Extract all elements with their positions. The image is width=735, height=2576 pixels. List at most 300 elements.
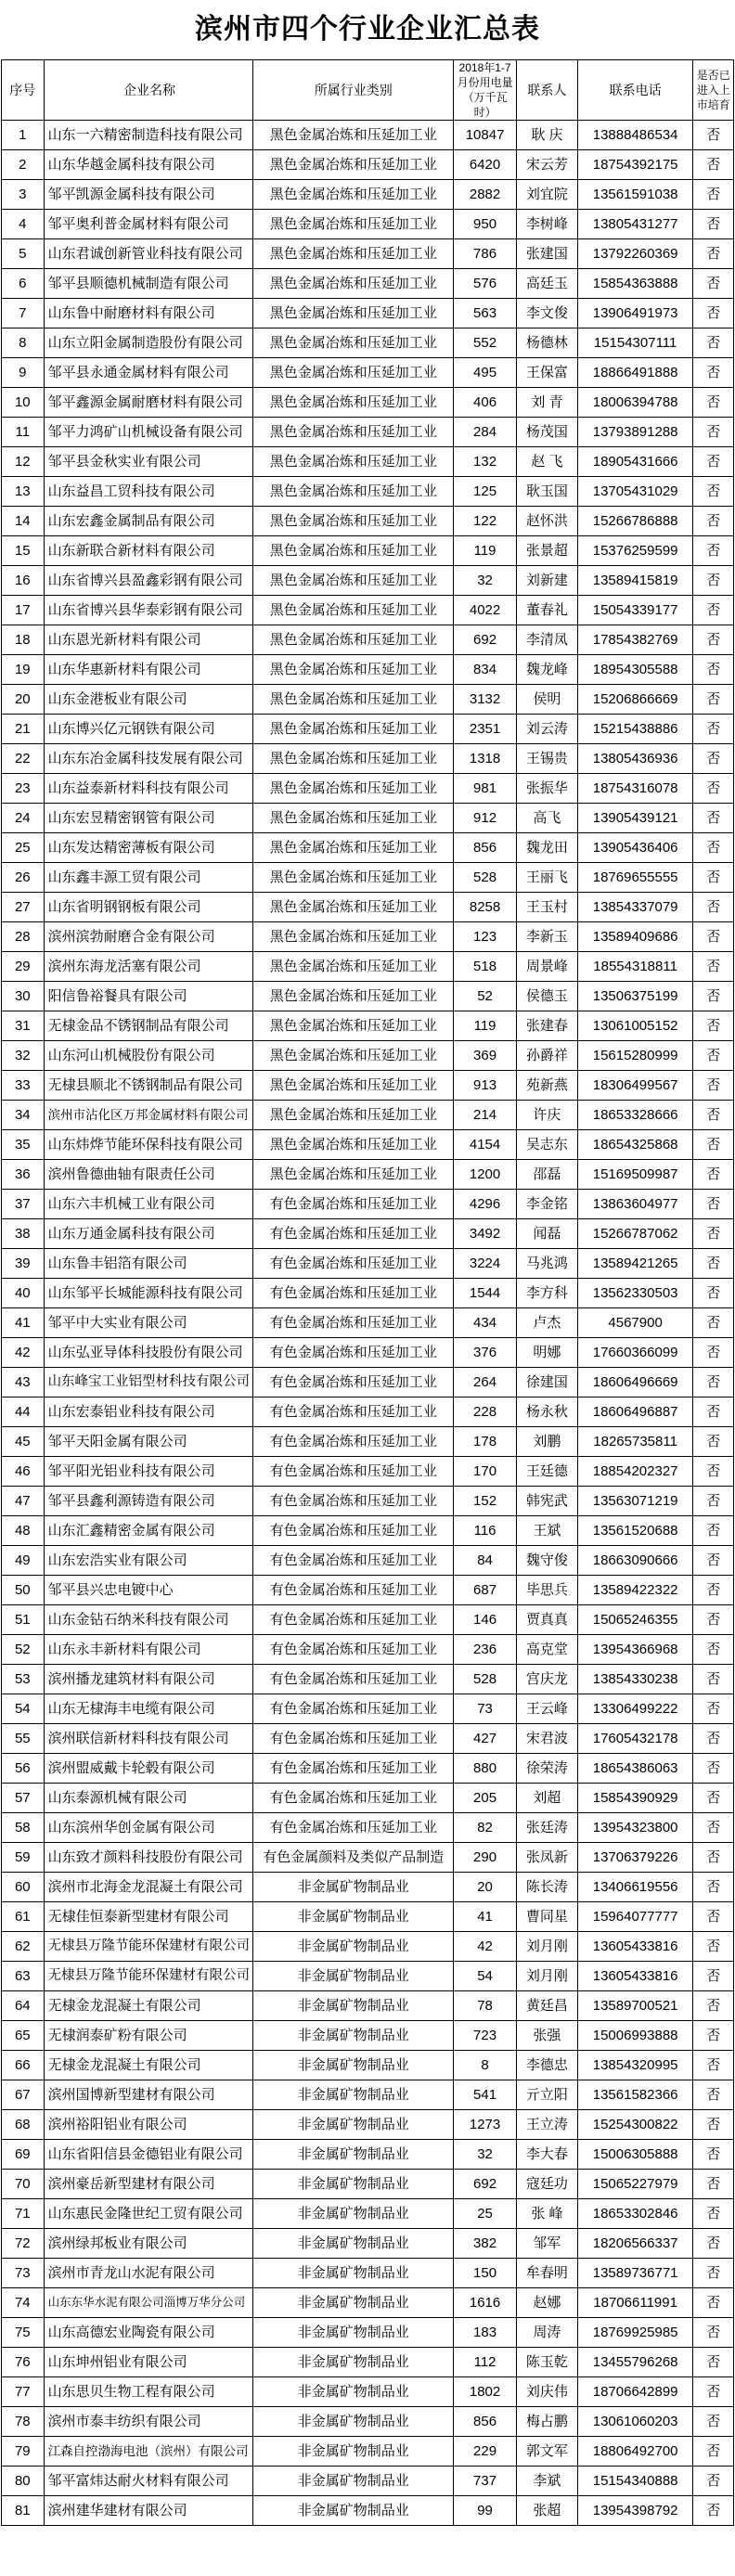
cell-industry: 非金属矿物制品业 xyxy=(253,1873,454,1902)
cell-company-name: 邹平县金秋实业有限公司 xyxy=(44,447,253,477)
cell-listed: 否 xyxy=(693,2467,734,2496)
cell-company-name: 滨州市青龙山水泥有限公司 xyxy=(44,2259,253,2288)
cell-contact: 李文俊 xyxy=(517,299,578,328)
cell-industry: 有色金属冶炼和压延加工业 xyxy=(253,1279,454,1308)
cell-phone: 13906491973 xyxy=(577,299,693,328)
cell-listed: 否 xyxy=(693,328,734,358)
cell-company-name: 山东宏泰铝业科技有限公司 xyxy=(44,1397,253,1427)
table-row xyxy=(2,1516,734,1546)
cell-industry: 非金属矿物制品业 xyxy=(253,2170,454,2199)
table-row xyxy=(2,1873,734,1902)
cell-industry: 非金属矿物制品业 xyxy=(253,2259,454,2288)
cell-power-usage: 528 xyxy=(454,1665,517,1694)
cell-industry: 非金属矿物制品业 xyxy=(253,2288,454,2318)
cell-listed: 否 xyxy=(693,863,734,893)
table-row xyxy=(2,239,734,269)
cell-company-name: 滨州绿邦板业有限公司 xyxy=(44,2229,253,2259)
cell-phone: 15266786888 xyxy=(577,507,693,536)
cell-power-usage: 82 xyxy=(454,1813,517,1843)
cell-no: 28 xyxy=(2,922,45,952)
table-row xyxy=(2,863,734,893)
cell-listed: 否 xyxy=(693,1962,734,1991)
cell-no: 65 xyxy=(2,2021,45,2051)
cell-listed: 否 xyxy=(693,1813,734,1843)
table-row xyxy=(2,2288,734,2318)
cell-contact: 张振华 xyxy=(517,774,578,804)
table-row xyxy=(2,1219,734,1249)
cell-industry: 有色金属颜料及类似产品制造 xyxy=(253,1843,454,1873)
cell-contact: 马兆鸿 xyxy=(517,1249,578,1279)
cell-phone: 13954323800 xyxy=(577,1813,693,1843)
cell-power-usage: 122 xyxy=(454,507,517,536)
cell-no: 7 xyxy=(2,299,45,328)
cell-listed: 否 xyxy=(693,1368,734,1397)
cell-phone: 18606496887 xyxy=(577,1397,693,1427)
cell-company-name: 滨州东海龙活塞有限公司 xyxy=(44,952,253,982)
cell-listed: 否 xyxy=(693,1011,734,1041)
cell-industry: 有色金属冶炼和压延加工业 xyxy=(253,1665,454,1694)
cell-power-usage: 119 xyxy=(454,536,517,566)
cell-no: 17 xyxy=(2,596,45,625)
cell-no: 75 xyxy=(2,2318,45,2348)
cell-phone: 13863604977 xyxy=(577,1190,693,1219)
table-row xyxy=(2,2467,734,2496)
cell-power-usage: 563 xyxy=(454,299,517,328)
cell-listed: 否 xyxy=(693,2199,734,2229)
cell-no: 18 xyxy=(2,625,45,655)
cell-listed: 否 xyxy=(693,2051,734,2080)
table-row xyxy=(2,358,734,388)
cell-company-name: 无棣金品不锈钢制品有限公司 xyxy=(44,1011,253,1041)
cell-industry: 有色金属冶炼和压延加工业 xyxy=(253,1605,454,1635)
cell-no: 55 xyxy=(2,1724,45,1754)
cell-company-name: 山东思贝生物工程有限公司 xyxy=(44,2377,253,2407)
cell-industry: 黑色金属冶炼和压延加工业 xyxy=(253,150,454,180)
cell-no: 62 xyxy=(2,1932,45,1962)
cell-power-usage: 132 xyxy=(454,447,517,477)
cell-listed: 否 xyxy=(693,2229,734,2259)
table-row xyxy=(2,1130,734,1160)
cell-power-usage: 290 xyxy=(454,1843,517,1873)
cell-no: 58 xyxy=(2,1813,45,1843)
cell-industry: 黑色金属冶炼和压延加工业 xyxy=(253,774,454,804)
table-row xyxy=(2,1991,734,2021)
table-row xyxy=(2,2259,734,2288)
cell-contact: 周涛 xyxy=(517,2318,578,2348)
cell-contact: 魏龙田 xyxy=(517,833,578,863)
cell-industry: 黑色金属冶炼和压延加工业 xyxy=(253,328,454,358)
cell-industry: 黑色金属冶炼和压延加工业 xyxy=(253,418,454,447)
cell-listed: 否 xyxy=(693,2170,734,2199)
cell-power-usage: 52 xyxy=(454,982,517,1011)
cell-company-name: 无棣润泰矿粉有限公司 xyxy=(44,2021,253,2051)
cell-listed: 否 xyxy=(693,1041,734,1071)
cell-contact: 邹军 xyxy=(517,2229,578,2259)
table-row xyxy=(2,2496,734,2526)
table-row xyxy=(2,1427,734,1457)
table-row xyxy=(2,1160,734,1190)
cell-phone: 13954366968 xyxy=(577,1635,693,1665)
cell-industry: 非金属矿物制品业 xyxy=(253,1902,454,1932)
cell-company-name: 山东鲁丰铝箔有限公司 xyxy=(44,1249,253,1279)
cell-contact: 李新玉 xyxy=(517,922,578,952)
cell-contact: 刘云涛 xyxy=(517,715,578,744)
cell-company-name: 邹平中大实业有限公司 xyxy=(44,1308,253,1338)
cell-contact: 明娜 xyxy=(517,1338,578,1368)
cell-no: 4 xyxy=(2,210,45,239)
table-row xyxy=(2,1249,734,1279)
cell-listed: 否 xyxy=(693,2318,734,2348)
cell-contact: 高飞 xyxy=(517,804,578,833)
cell-company-name: 山东致才颜料科技股份有限公司 xyxy=(44,1843,253,1873)
table-row xyxy=(2,2407,734,2437)
table-row xyxy=(2,1101,734,1130)
table-row xyxy=(2,655,734,685)
cell-industry: 非金属矿物制品业 xyxy=(253,2021,454,2051)
cell-industry: 黑色金属冶炼和压延加工业 xyxy=(253,210,454,239)
header-no: 序号 xyxy=(2,60,45,121)
cell-company-name: 山东汇鑫精密金属有限公司 xyxy=(44,1516,253,1546)
table-row xyxy=(2,2437,734,2467)
cell-power-usage: 2351 xyxy=(454,715,517,744)
table-row xyxy=(2,328,734,358)
cell-contact: 邵磊 xyxy=(517,1160,578,1190)
cell-company-name: 山东宏昱精密钢管有限公司 xyxy=(44,804,253,833)
cell-phone: 15254300822 xyxy=(577,2110,693,2140)
table-row xyxy=(2,1902,734,1932)
cell-phone: 18306499567 xyxy=(577,1071,693,1101)
cell-power-usage: 369 xyxy=(454,1041,517,1071)
table-row xyxy=(2,418,734,447)
cell-company-name: 山东弘亚导体科技股份有限公司 xyxy=(44,1338,253,1368)
table-row xyxy=(2,922,734,952)
cell-industry: 非金属矿物制品业 xyxy=(253,2199,454,2229)
cell-power-usage: 10847 xyxy=(454,121,517,150)
cell-listed: 否 xyxy=(693,1635,734,1665)
cell-no: 81 xyxy=(2,2496,45,2526)
cell-contact: 许庆 xyxy=(517,1101,578,1130)
cell-industry: 非金属矿物制品业 xyxy=(253,2080,454,2110)
cell-no: 73 xyxy=(2,2259,45,2288)
cell-industry: 有色金属冶炼和压延加工业 xyxy=(253,1190,454,1219)
cell-no: 76 xyxy=(2,2348,45,2377)
cell-phone: 18854202327 xyxy=(577,1457,693,1487)
cell-listed: 否 xyxy=(693,1724,734,1754)
cell-phone: 15854390929 xyxy=(577,1784,693,1813)
cell-company-name: 滨州市沾化区万邦金属材料有限公司 xyxy=(44,1101,253,1130)
table-row xyxy=(2,1962,734,1991)
cell-no: 46 xyxy=(2,1457,45,1487)
cell-contact: 郭文军 xyxy=(517,2437,578,2467)
cell-listed: 否 xyxy=(693,804,734,833)
cell-listed: 否 xyxy=(693,358,734,388)
table-row xyxy=(2,1457,734,1487)
table-row xyxy=(2,2199,734,2229)
cell-contact: 闻磊 xyxy=(517,1219,578,1249)
cell-phone: 13888486534 xyxy=(577,121,693,150)
cell-no: 1 xyxy=(2,121,45,150)
cell-company-name: 滨州豪岳新型建材有限公司 xyxy=(44,2170,253,2199)
cell-power-usage: 4154 xyxy=(454,1130,517,1160)
cell-phone: 13605433816 xyxy=(577,1932,693,1962)
cell-power-usage: 950 xyxy=(454,210,517,239)
cell-listed: 否 xyxy=(693,2080,734,2110)
cell-industry: 黑色金属冶炼和压延加工业 xyxy=(253,269,454,299)
cell-listed: 否 xyxy=(693,1101,734,1130)
header-listed: 是否已进入上市培育 xyxy=(693,60,734,121)
cell-company-name: 邹平凯源金属科技有限公司 xyxy=(44,180,253,210)
cell-industry: 有色金属冶炼和压延加工业 xyxy=(253,1457,454,1487)
cell-contact: 李树峰 xyxy=(517,210,578,239)
table-row xyxy=(2,1665,734,1694)
cell-listed: 否 xyxy=(693,2110,734,2140)
cell-company-name: 山东滨州华创金属有限公司 xyxy=(44,1813,253,1843)
cell-power-usage: 406 xyxy=(454,388,517,418)
cell-industry: 黑色金属冶炼和压延加工业 xyxy=(253,1071,454,1101)
cell-phone: 13589422322 xyxy=(577,1576,693,1605)
cell-company-name: 无棣县万隆节能环保建材有限公司 xyxy=(44,1932,253,1962)
table-row xyxy=(2,1071,734,1101)
cell-industry: 黑色金属冶炼和压延加工业 xyxy=(253,596,454,625)
cell-power-usage: 236 xyxy=(454,1635,517,1665)
cell-power-usage: 528 xyxy=(454,863,517,893)
cell-company-name: 无棣县顺北不锈钢制品有限公司 xyxy=(44,1071,253,1101)
cell-company-name: 山东博兴亿元钢铁有限公司 xyxy=(44,715,253,744)
cell-industry: 有色金属冶炼和压延加工业 xyxy=(253,1516,454,1546)
table-body xyxy=(2,121,734,2526)
cell-no: 68 xyxy=(2,2110,45,2140)
cell-no: 64 xyxy=(2,1991,45,2021)
cell-industry: 有色金属冶炼和压延加工业 xyxy=(253,1724,454,1754)
cell-no: 11 xyxy=(2,418,45,447)
cell-contact: 王立涛 xyxy=(517,2110,578,2140)
cell-company-name: 山东新联合新材料有限公司 xyxy=(44,536,253,566)
cell-no: 9 xyxy=(2,358,45,388)
cell-contact: 耿玉国 xyxy=(517,477,578,507)
cell-phone: 18654325868 xyxy=(577,1130,693,1160)
cell-industry: 有色金属冶炼和压延加工业 xyxy=(253,1576,454,1605)
cell-contact: 曹同星 xyxy=(517,1902,578,1932)
cell-no: 74 xyxy=(2,2288,45,2318)
cell-contact: 宋云芳 xyxy=(517,150,578,180)
cell-power-usage: 205 xyxy=(454,1784,517,1813)
cell-phone: 18905431666 xyxy=(577,447,693,477)
cell-contact: 王玉村 xyxy=(517,893,578,922)
cell-power-usage: 119 xyxy=(454,1011,517,1041)
cell-phone: 15054339177 xyxy=(577,596,693,625)
cell-contact: 王丽飞 xyxy=(517,863,578,893)
cell-contact: 苑新燕 xyxy=(517,1071,578,1101)
cell-phone: 13705431029 xyxy=(577,477,693,507)
header-power: 2018年1-7月份用电量（万千瓦时） xyxy=(454,60,517,121)
table-row xyxy=(2,210,734,239)
cell-power-usage: 42 xyxy=(454,1932,517,1962)
cell-company-name: 无棣金龙混凝土有限公司 xyxy=(44,2051,253,2080)
cell-industry: 非金属矿物制品业 xyxy=(253,2140,454,2170)
cell-company-name: 山东高德宏业陶瓷有限公司 xyxy=(44,2318,253,2348)
cell-phone: 18265735811 xyxy=(577,1427,693,1457)
cell-industry: 非金属矿物制品业 xyxy=(253,2377,454,2407)
cell-industry: 黑色金属冶炼和压延加工业 xyxy=(253,833,454,863)
cell-power-usage: 3492 xyxy=(454,1219,517,1249)
cell-contact: 杨永秋 xyxy=(517,1397,578,1427)
cell-no: 45 xyxy=(2,1427,45,1457)
table-row xyxy=(2,893,734,922)
cell-no: 53 xyxy=(2,1665,45,1694)
cell-contact: 寇廷功 xyxy=(517,2170,578,2199)
cell-power-usage: 913 xyxy=(454,1071,517,1101)
cell-contact: 徐荣涛 xyxy=(517,1754,578,1784)
cell-company-name: 山东炜烨节能环保科技有限公司 xyxy=(44,1130,253,1160)
cell-listed: 否 xyxy=(693,2140,734,2170)
cell-company-name: 山东省阳信县金德铝业有限公司 xyxy=(44,2140,253,2170)
cell-power-usage: 2882 xyxy=(454,180,517,210)
cell-no: 43 xyxy=(2,1368,45,1397)
cell-industry: 有色金属冶炼和压延加工业 xyxy=(253,1308,454,1338)
cell-listed: 否 xyxy=(693,1784,734,1813)
cell-company-name: 山东宏鑫金属制品有限公司 xyxy=(44,507,253,536)
table-row xyxy=(2,2377,734,2407)
cell-power-usage: 1200 xyxy=(454,1160,517,1190)
cell-industry: 黑色金属冶炼和压延加工业 xyxy=(253,744,454,774)
cell-phone: 13406619556 xyxy=(577,1873,693,1902)
cell-contact: 李清凤 xyxy=(517,625,578,655)
cell-power-usage: 856 xyxy=(454,2407,517,2437)
table-row xyxy=(2,2021,734,2051)
cell-listed: 否 xyxy=(693,121,734,150)
cell-industry: 非金属矿物制品业 xyxy=(253,2318,454,2348)
cell-industry: 黑色金属冶炼和压延加工业 xyxy=(253,952,454,982)
cell-listed: 否 xyxy=(693,2407,734,2437)
table-row xyxy=(2,1368,734,1397)
cell-company-name: 山东金钻石纳米科技有限公司 xyxy=(44,1605,253,1635)
cell-contact: 周景峰 xyxy=(517,952,578,982)
cell-no: 72 xyxy=(2,2229,45,2259)
cell-contact: 高克堂 xyxy=(517,1635,578,1665)
cell-phone: 15615280999 xyxy=(577,1041,693,1071)
cell-no: 25 xyxy=(2,833,45,863)
table-row xyxy=(2,447,734,477)
cell-company-name: 滨州裕阳铝业有限公司 xyxy=(44,2110,253,2140)
cell-no: 54 xyxy=(2,1694,45,1724)
cell-contact: 卢杰 xyxy=(517,1308,578,1338)
cell-listed: 否 xyxy=(693,715,734,744)
cell-phone: 18806492700 xyxy=(577,2437,693,2467)
table-row xyxy=(2,121,734,150)
cell-contact: 张建国 xyxy=(517,239,578,269)
cell-power-usage: 692 xyxy=(454,2170,517,2199)
table-row xyxy=(2,2318,734,2348)
cell-no: 6 xyxy=(2,269,45,299)
cell-power-usage: 229 xyxy=(454,2437,517,2467)
cell-industry: 黑色金属冶炼和压延加工业 xyxy=(253,1130,454,1160)
cell-no: 31 xyxy=(2,1011,45,1041)
cell-no: 69 xyxy=(2,2140,45,2170)
cell-power-usage: 912 xyxy=(454,804,517,833)
table-row xyxy=(2,1635,734,1665)
cell-contact: 张建春 xyxy=(517,1011,578,1041)
header-contact: 联系人 xyxy=(517,60,578,121)
cell-phone: 13792260369 xyxy=(577,239,693,269)
cell-company-name: 山东一六精密制造科技有限公司 xyxy=(44,121,253,150)
cell-industry: 非金属矿物制品业 xyxy=(253,2110,454,2140)
cell-contact: 梅占鹏 xyxy=(517,2407,578,2437)
cell-phone: 13561591038 xyxy=(577,180,693,210)
cell-power-usage: 25 xyxy=(454,2199,517,2229)
page-title: 滨州市四个行业企业汇总表 xyxy=(195,14,540,45)
cell-no: 71 xyxy=(2,2199,45,2229)
cell-industry: 有色金属冶炼和压延加工业 xyxy=(253,1694,454,1724)
cell-power-usage: 687 xyxy=(454,1576,517,1605)
cell-company-name: 邹平县永通金属材料有限公司 xyxy=(44,358,253,388)
cell-contact: 刘宜院 xyxy=(517,180,578,210)
cell-industry: 非金属矿物制品业 xyxy=(253,2496,454,2526)
cell-company-name: 山东省博兴县华泰彩钢有限公司 xyxy=(44,596,253,625)
cell-contact: 张超 xyxy=(517,2496,578,2526)
cell-listed: 否 xyxy=(693,2021,734,2051)
table-row xyxy=(2,2051,734,2080)
cell-power-usage: 264 xyxy=(454,1368,517,1397)
cell-company-name: 山东发达精密薄板有限公司 xyxy=(44,833,253,863)
cell-contact: 刘 青 xyxy=(517,388,578,418)
cell-contact: 刘鹏 xyxy=(517,1427,578,1457)
cell-power-usage: 1318 xyxy=(454,744,517,774)
cell-phone: 18654386063 xyxy=(577,1754,693,1784)
cell-no: 20 xyxy=(2,685,45,715)
cell-company-name: 山东河山机械股份有限公司 xyxy=(44,1041,253,1071)
cell-power-usage: 3224 xyxy=(454,1249,517,1279)
cell-no: 61 xyxy=(2,1902,45,1932)
cell-contact: 亓立阳 xyxy=(517,2080,578,2110)
cell-no: 70 xyxy=(2,2170,45,2199)
cell-phone: 15154340888 xyxy=(577,2467,693,2496)
cell-listed: 否 xyxy=(693,833,734,863)
cell-industry: 黑色金属冶炼和压延加工业 xyxy=(253,358,454,388)
cell-listed: 否 xyxy=(693,1338,734,1368)
cell-contact: 韩宪武 xyxy=(517,1487,578,1516)
table-row xyxy=(2,2229,734,2259)
cell-no: 41 xyxy=(2,1308,45,1338)
cell-no: 66 xyxy=(2,2051,45,2080)
table-row xyxy=(2,1784,734,1813)
cell-phone: 18769925985 xyxy=(577,2318,693,2348)
cell-power-usage: 376 xyxy=(454,1338,517,1368)
cell-power-usage: 78 xyxy=(454,1991,517,2021)
cell-no: 23 xyxy=(2,774,45,804)
cell-contact: 张强 xyxy=(517,2021,578,2051)
cell-contact: 牟春明 xyxy=(517,2259,578,2288)
cell-contact: 董春礼 xyxy=(517,596,578,625)
cell-no: 52 xyxy=(2,1635,45,1665)
cell-company-name: 山东鑫丰源工贸有限公司 xyxy=(44,863,253,893)
table-row xyxy=(2,833,734,863)
cell-industry: 非金属矿物制品业 xyxy=(253,2437,454,2467)
cell-listed: 否 xyxy=(693,566,734,596)
table-row xyxy=(2,1190,734,1219)
table-row xyxy=(2,1397,734,1427)
cell-industry: 黑色金属冶炼和压延加工业 xyxy=(253,1101,454,1130)
cell-company-name: 山东惠民金隆世纪工贸有限公司 xyxy=(44,2199,253,2229)
cell-phone: 18754392175 xyxy=(577,150,693,180)
cell-phone: 4567900 xyxy=(577,1308,693,1338)
cell-company-name: 山东金港板业有限公司 xyxy=(44,685,253,715)
table-row xyxy=(2,566,734,596)
cell-industry: 有色金属冶炼和压延加工业 xyxy=(253,1813,454,1843)
cell-no: 78 xyxy=(2,2407,45,2437)
cell-phone: 15006993888 xyxy=(577,2021,693,2051)
cell-phone: 15154307111 xyxy=(577,328,693,358)
cell-phone: 13589409686 xyxy=(577,922,693,952)
